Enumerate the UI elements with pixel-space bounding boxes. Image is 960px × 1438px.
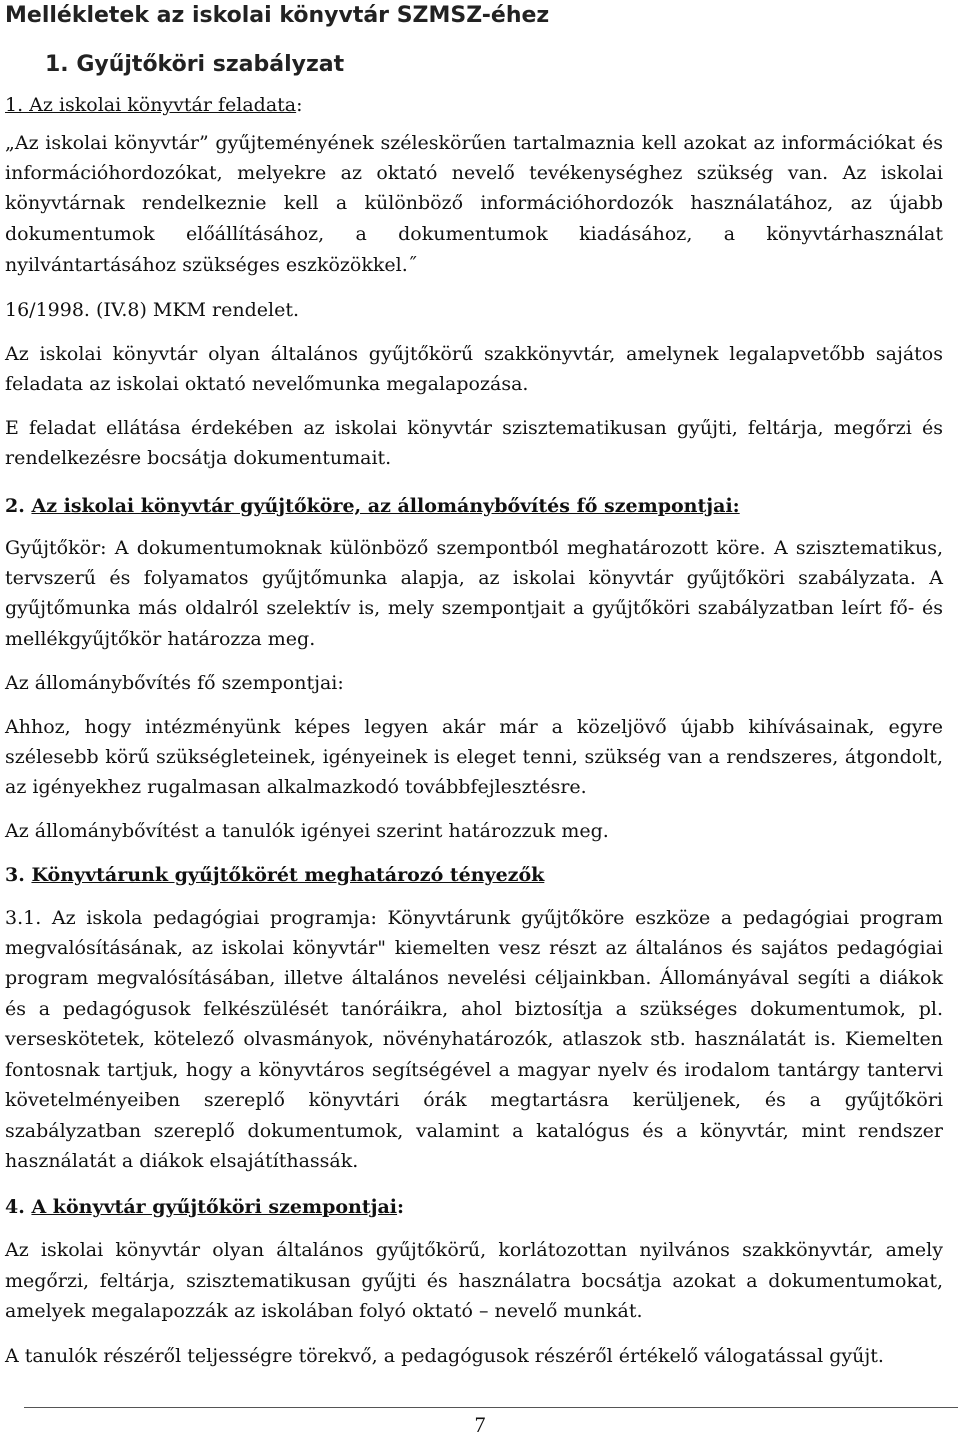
document-subtitle: 1. Gyűjtőköri szabályzat <box>45 52 345 77</box>
paragraph-line: Az iskolai könyvtár olyan általános gyűjtőkörű szakkönyvtár, amelynek legalapvetőbb sajátos <box>5 343 943 365</box>
paragraph-line: mellékgyűjtőkör határozza meg. <box>5 628 316 650</box>
page-number: 7 <box>474 1412 486 1437</box>
paragraph-line: követelményeiben szereplő könyvtári órák megtartásra kerüljenek, és a gyűjtőköri <box>5 1089 943 1111</box>
paragraph-line: nyilvántartásához szükséges eszközökkel.˝ <box>5 254 418 276</box>
paragraph-line: információhordozókat, melyekre az oktató nevelő tevékenységhez szükség van. Az iskolai <box>5 162 943 184</box>
paragraph-line: Az iskolai könyvtár olyan általános gyűjtőkörű, korlátozottan nyilvános szakkönyvtár, amely <box>5 1239 943 1261</box>
paragraph-line: megvalósításának, az iskolai könyvtár" kiemelten vesz részt az általános és sajátos pedagógiai <box>5 937 943 959</box>
footer-divider <box>24 1407 958 1408</box>
paragraph-line: szabályzatban szereplő dokumentumok, valamint a katalógus és a könyvtár, mint rendszer <box>5 1120 943 1142</box>
paragraph-line: Az állománybővítést a tanulók igényei szerint határozzuk meg. <box>5 820 609 842</box>
paragraph-line: E feladat ellátása érdekében az iskolai könyvtár szisztematikusan gyűjti, feltárja, megőrzi és <box>5 417 943 439</box>
paragraph-line: megőrzi, feltárja, szisztematikusan gyűjti és használatra bocsátja azokat a dokumentumokat, <box>5 1270 943 1292</box>
section-3-heading: 3. Könyvtárunk gyűjtőkörét meghatározó tényezők <box>5 864 545 886</box>
paragraph-line: Az állománybővítés fő szempontjai: <box>5 672 344 694</box>
section-4-heading: 4. A könyvtár gyűjtőköri szempontjai: <box>5 1196 405 1218</box>
paragraph-line: „Az iskolai könyvtár” gyűjteményének széleskörűen tartalmaznia kell azokat az információkat és <box>5 132 943 154</box>
paragraph-line: szélesebb körű szükségleteinek, igényeinek is eleget tenni, szükség van a rendszeres, átgondolt, <box>5 746 943 768</box>
paragraph-line: rendelkezésre bocsátja dokumentumait. <box>5 447 392 469</box>
paragraph-line: program megvalósításában, illetve általános nevelési céljainkban. Állományával segíti a diákok <box>5 967 943 989</box>
paragraph-line: Ahhoz, hogy intézményünk képes legyen akár már a közeljövő újabb kihívásainak, egyre <box>5 716 943 738</box>
section-2-heading: 2. Az iskolai könyvtár gyűjtőköre, az állománybővítés fő szempontjai: <box>5 495 740 517</box>
paragraph-line: A tanulók részéről teljességre törekvő, a pedagógusok részéről értékelő válogatással gyűjt. <box>5 1345 884 1367</box>
source-reference: 16/1998. (IV.8) MKM rendelet. <box>5 299 300 321</box>
paragraph-line: amelyek megalapozzák az iskolában folyó oktató – nevelő munkát. <box>5 1300 643 1322</box>
paragraph-line: az igényekhez rugalmasan alkalmazkodó továbbfejlesztésre. <box>5 776 587 798</box>
paragraph-line: használatát a diákok elsajátíthassák. <box>5 1150 359 1172</box>
paragraph-line: dokumentumok előállításához, a dokumentumok kiadásához, a könyvtárhasználat <box>5 223 943 245</box>
paragraph-line: és a pedagógusok felkészülését tanóráikra, ahol biztosítja a szükséges dokumentumok, pl. <box>5 998 943 1020</box>
paragraph-line: könyvtárnak rendelkeznie kell a különböző információhordozók használatához, az újabb <box>5 192 943 214</box>
paragraph-line: Gyűjtőkör: A dokumentumoknak különböző szempontból meghatározott köre. A szisztematikus, <box>5 537 943 559</box>
paragraph-line: fontosnak tartjuk, hogy a könyvtáros segítségével a magyar nyelv és irodalom tantárgy tantervi <box>5 1059 943 1081</box>
paragraph-line: gyűjtőmunka más oldalról szelektív is, mely szempontjait a gyűjtőköri szabályzatban leírt fő- és <box>5 597 943 619</box>
paragraph-line: verseskötetek, kötelező olvasmányok, növényhatározók, atlaszok stb. használatát is. Kiemelten <box>5 1028 943 1050</box>
paragraph-line: feladata az iskolai oktató nevelőmunka megalapozása. <box>5 373 529 395</box>
paragraph-line: tervszerű és folyamatos gyűjtőmunka alapja, az iskolai könyvtár gyűjtőköri szabályzata. A <box>5 567 943 589</box>
paragraph-line: 3.1. Az iskola pedagógiai programja: Könyvtárunk gyűjtőköre eszköze a pedagógiai program <box>5 907 943 929</box>
document-title: Mellékletek az iskolai könyvtár SZMSZ-éhez <box>5 3 550 28</box>
section-1-heading: 1. Az iskolai könyvtár feladata: <box>5 94 303 116</box>
